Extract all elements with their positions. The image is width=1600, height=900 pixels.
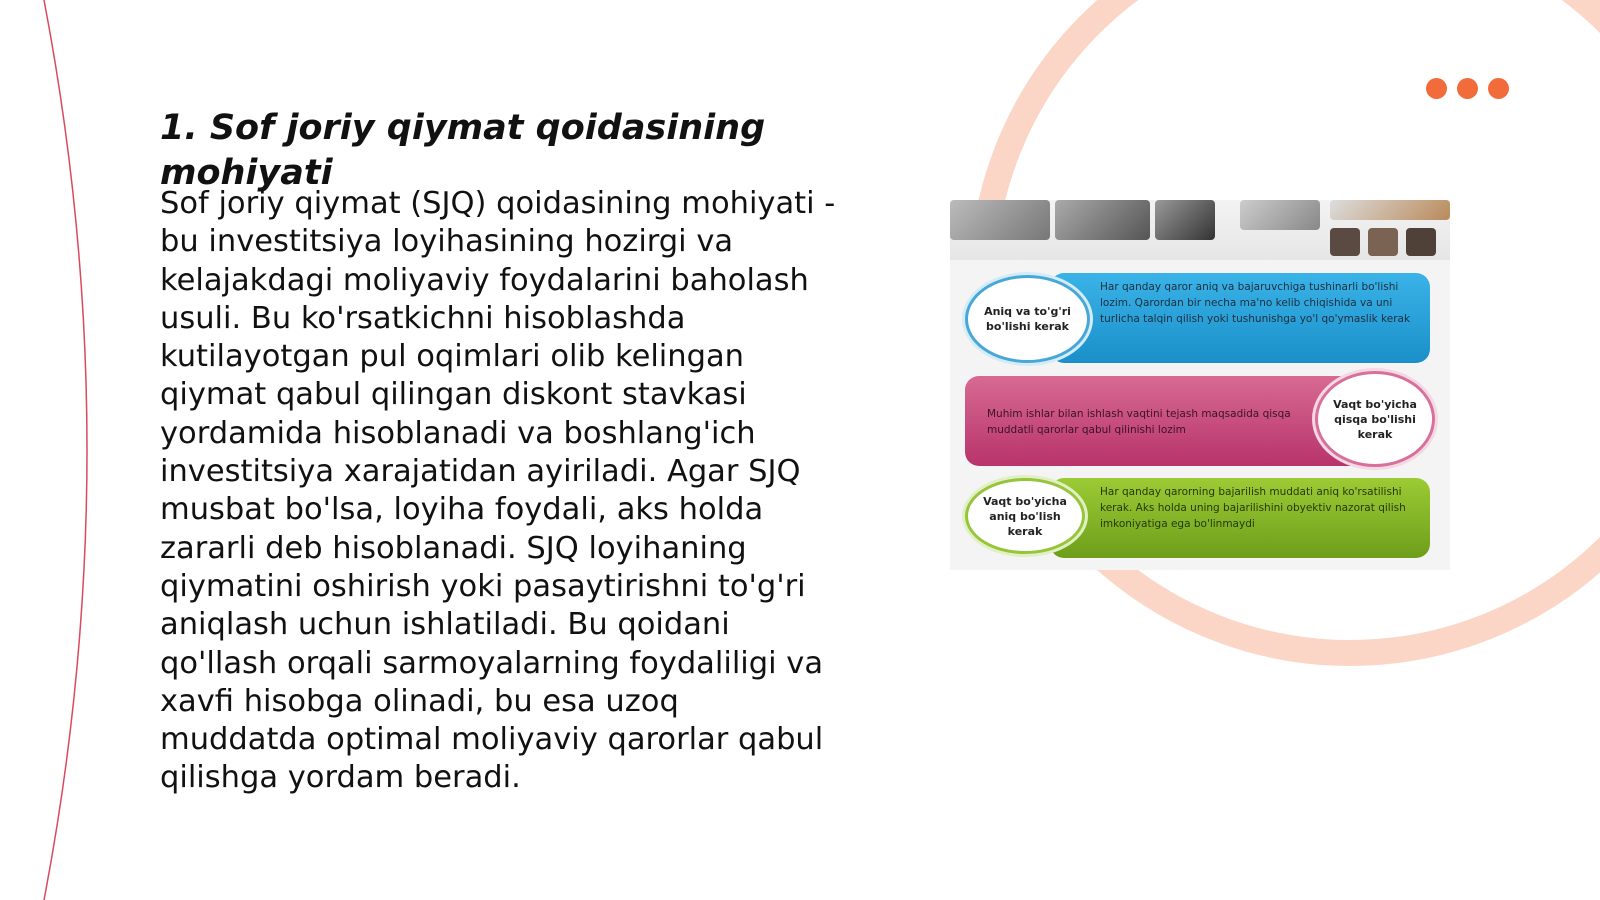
photo: [950, 200, 1050, 240]
slide-body: Sof joriy qiymat (SJQ) qoidasining mohiyati - bu investitsiya loyihasining hozirgi va kelajakdagi moliyaviy foydalarini baholash usuli. Bu ko'rsatkichni hisoblashda kutilayotgan pul oqimlari olib kelingan qiymat qabul qilingan diskont stavkasi yordamida hisoblanadi va boshlang'ich investitsiya xarajatidan ayiriladi. Agar SJQ musbat bo'lsa, loyiha foydali, aks holda zararli deb hisoblanadi. SJQ loyihaning qiymatini oshirish yoki pasaytirishni to'g'ri aniqlash uchun ishlatiladi. Bu qoidani qo'llash orqali sarmoyalarning foydaliligi va xavfi hisobga olinadi, bu esa uzoq muddatda optimal moliyaviy qarorlar qabul qilishga yordam beradi.: [160, 186, 836, 796]
photo: [1240, 200, 1320, 230]
photo: [1330, 200, 1450, 220]
photo: [1406, 228, 1436, 256]
photo: [1055, 200, 1150, 240]
info-band-pink: Muhim ishlar bilan ishlash vaqtini tejash maqsadida qisqa muddatli qarorlar qabul qilinishi lozim: [965, 376, 1410, 466]
info-oval-green: Vaqt bo'yicha aniq bo'lish kerak: [965, 478, 1085, 554]
photo: [1330, 228, 1360, 256]
photo-strip: [950, 200, 1450, 260]
photo: [1155, 200, 1215, 240]
info-oval-blue: Aniq va to'g'ri bo'lishi kerak: [965, 275, 1090, 363]
info-oval-pink: Vaqt bo'yicha qisqa bo'lishi kerak: [1315, 371, 1435, 467]
left-curve-line: [44, 0, 87, 900]
infographic-image: [950, 200, 1450, 570]
slide-title: 1. Sof joriy qiymat qoidasining mohiyati: [160, 108, 766, 193]
dot-icon: [1488, 78, 1509, 99]
photo: [1368, 228, 1398, 256]
dot-icon: [1457, 78, 1478, 99]
info-band-blue: Har qanday qaror aniq va bajaruvchiga tushinarli bo'lishi lozim. Qarordan bir necha ma'no kelib chiqishida va uni turlicha talqin qilish yoki tushunishga yo'l qo'ymaslik kerak: [1050, 273, 1430, 363]
dot-icon: [1426, 78, 1447, 99]
infographic-body: [950, 260, 1450, 570]
menu-dots: [1426, 78, 1509, 99]
info-band-green: Har qanday qarorning bajarilish muddati aniq ko'rsatilishi kerak. Aks holda uning bajarilishini obyektiv nazorat qilish imkoniyatiga ega bo'linmaydi: [1050, 478, 1430, 558]
